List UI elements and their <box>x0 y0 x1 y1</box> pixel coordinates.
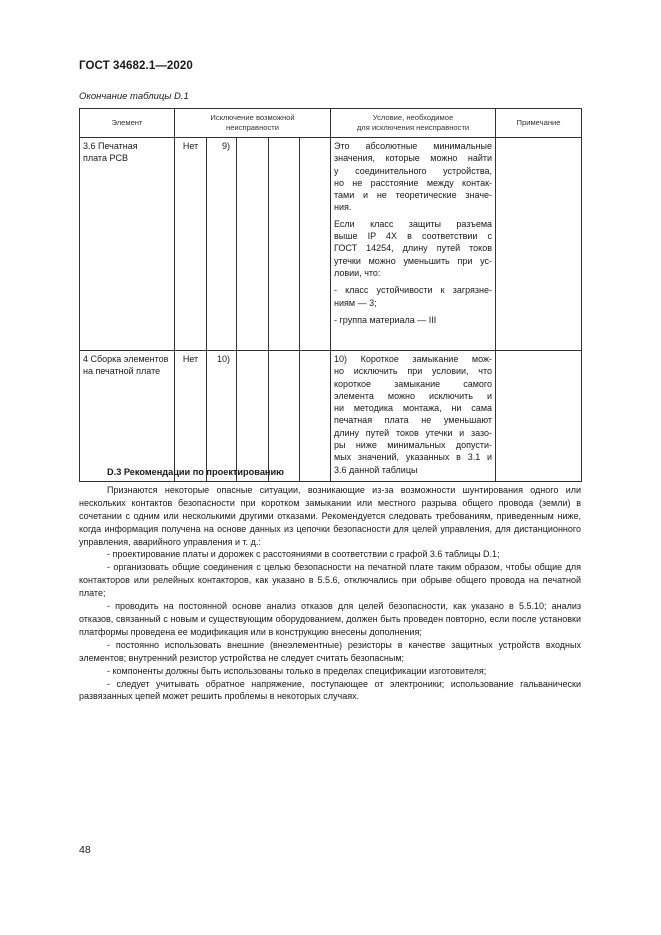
section-list-item: - проектирование платы и дорожек с расстояниями в соответствии с графой 3.6 таблицы D.1; <box>107 549 500 560</box>
table-d1-continuation <box>79 108 582 482</box>
section-list-item: - компоненты должны быть использованы только в пределах спецификации изготовителя; <box>107 665 487 676</box>
row-ref-cell: 9) <box>207 138 237 351</box>
condition-line: утечки можно уменьшить при ус- <box>334 255 493 266</box>
row-condition-cell <box>331 351 496 482</box>
empty-cell <box>269 351 300 482</box>
section-heading: D.3 Рекомендации по проектированию <box>107 467 284 477</box>
condition-line: - класс устойчивости к загрязне- <box>334 285 493 296</box>
table-row <box>80 138 582 351</box>
condition-line: выше IP 4X в соответствии с <box>334 231 493 242</box>
condition-line: - группа материала — III <box>334 314 437 325</box>
section-list-item: - следует учитывать обратное напряжение, поступающее от электроники; использование гальванически развязанных цепей может решить проблемы в некоторых случаях. <box>79 678 581 702</box>
empty-cell <box>237 351 269 482</box>
condition-line: длину путей токов утечки и зазо- <box>334 427 493 438</box>
condition-paragraph <box>334 218 492 279</box>
empty-cell <box>300 138 331 351</box>
condition-line: 3.6 данной таблицы <box>334 464 418 475</box>
header-element: Элемент <box>80 109 175 138</box>
row-note-cell <box>496 138 582 351</box>
condition-line: но не расстояние между контак- <box>334 177 493 188</box>
table-caption: Окончание таблицы D.1 <box>79 91 189 102</box>
condition-bullet <box>334 284 492 309</box>
row-answer-cell: Нет <box>175 138 207 351</box>
section-paragraph: Признаются некоторые опасные ситуации, возникающие из-за возможности шунтирования одного или нескольких контактов безопасности при коротком замыкании или местного разрыва общего провода (земли) в сочетании с одним или несколькими другими отказами. Рекомендуется следовать требованиям, приведенным ниже, когда информация получена на основе данных из цепочки безопасности для целей управления, для дистанционного управления, аварийного управления и т. д.: <box>79 484 581 547</box>
condition-line: ниям — 3; <box>334 297 377 308</box>
condition-bullet <box>334 314 492 326</box>
header-note: Примечание <box>496 109 582 138</box>
row-element-cell <box>80 351 175 482</box>
condition-line: тами и не теоретические значе- <box>334 190 493 201</box>
condition-paragraph <box>334 140 492 214</box>
section-d3 <box>79 466 581 703</box>
condition-line: ни методика монтажа, ни сама <box>334 403 493 414</box>
row-answer-cell: Нет <box>175 351 207 482</box>
row-note-cell <box>496 351 582 482</box>
page-number: 48 <box>79 844 91 856</box>
condition-line: 10) Короткое замыкание мож- <box>334 354 493 364</box>
condition-line: Если класс защиты разъема <box>334 218 493 229</box>
section-list-item: - проводить на постоянной основе анализ отказов для целей безопасности, как указано в 5.5.10; анализ отказов, связанный с новым и существующим оборудованием, должен быть проведен повторно, если после установки платформы проведена ее модификация или в конструкцию внесены дополнения; <box>79 601 581 637</box>
condition-line: но исключить при условии, что <box>334 366 493 377</box>
condition-line: элемента можно исключить и <box>334 390 493 401</box>
header-condition-line2: для исключения неисправности <box>356 123 470 132</box>
condition-line: короткое замыкание самого <box>334 378 493 389</box>
empty-cell <box>237 138 269 351</box>
condition-line: значения, которые можно найти <box>334 153 493 164</box>
header-condition-line1: Условие, необходимое <box>372 112 454 122</box>
condition-line: Это абсолютные минимальные <box>334 141 493 151</box>
header-exclusion <box>175 109 331 138</box>
header-exclusion-line1: Исключение возможной <box>210 112 295 122</box>
condition-line: ловии, что: <box>334 267 381 278</box>
row-condition-cell <box>331 138 496 351</box>
section-list-item: - постоянно использовать внешние (внеэлементные) резисторы в качестве защитных устройств входных элементов; внутренний резистор устройства не следует считать безопасным; <box>79 639 581 663</box>
section-list-item: - организовать общие соединения с целью безопасности на печатной плате таким образом, чтобы общие для контакторов или релейных контакторов, как указано в 5.5.6, отключались при обрыве общего провода на печатной плате; <box>79 562 581 599</box>
condition-line: ГОСТ 14254, длину путей токов <box>334 243 493 254</box>
document-header-title: ГОСТ 34682.1—2020 <box>79 60 193 72</box>
condition-line: у соединительного устройства, <box>334 165 493 176</box>
empty-cell <box>300 351 331 482</box>
condition-paragraph <box>334 353 492 476</box>
condition-line: ния. <box>334 202 352 213</box>
header-condition <box>331 109 496 138</box>
condition-line: мых значений, указанных в 3.1 и <box>334 452 493 463</box>
row-element-text: 3.6 Печатная плата PCB <box>83 141 138 164</box>
header-exclusion-line2: неисправности <box>226 123 279 132</box>
row-element-text: 4 Сборка элементов на печатной плате <box>83 354 169 377</box>
row-element-cell <box>80 138 175 351</box>
row-ref-cell: 10) <box>207 351 237 482</box>
table-row <box>80 351 582 482</box>
condition-line: ры ниже минимальных допусти- <box>334 440 493 451</box>
condition-line: печатная плата не уменьшают <box>334 415 493 426</box>
table-header-row <box>80 109 582 138</box>
empty-cell <box>269 138 300 351</box>
